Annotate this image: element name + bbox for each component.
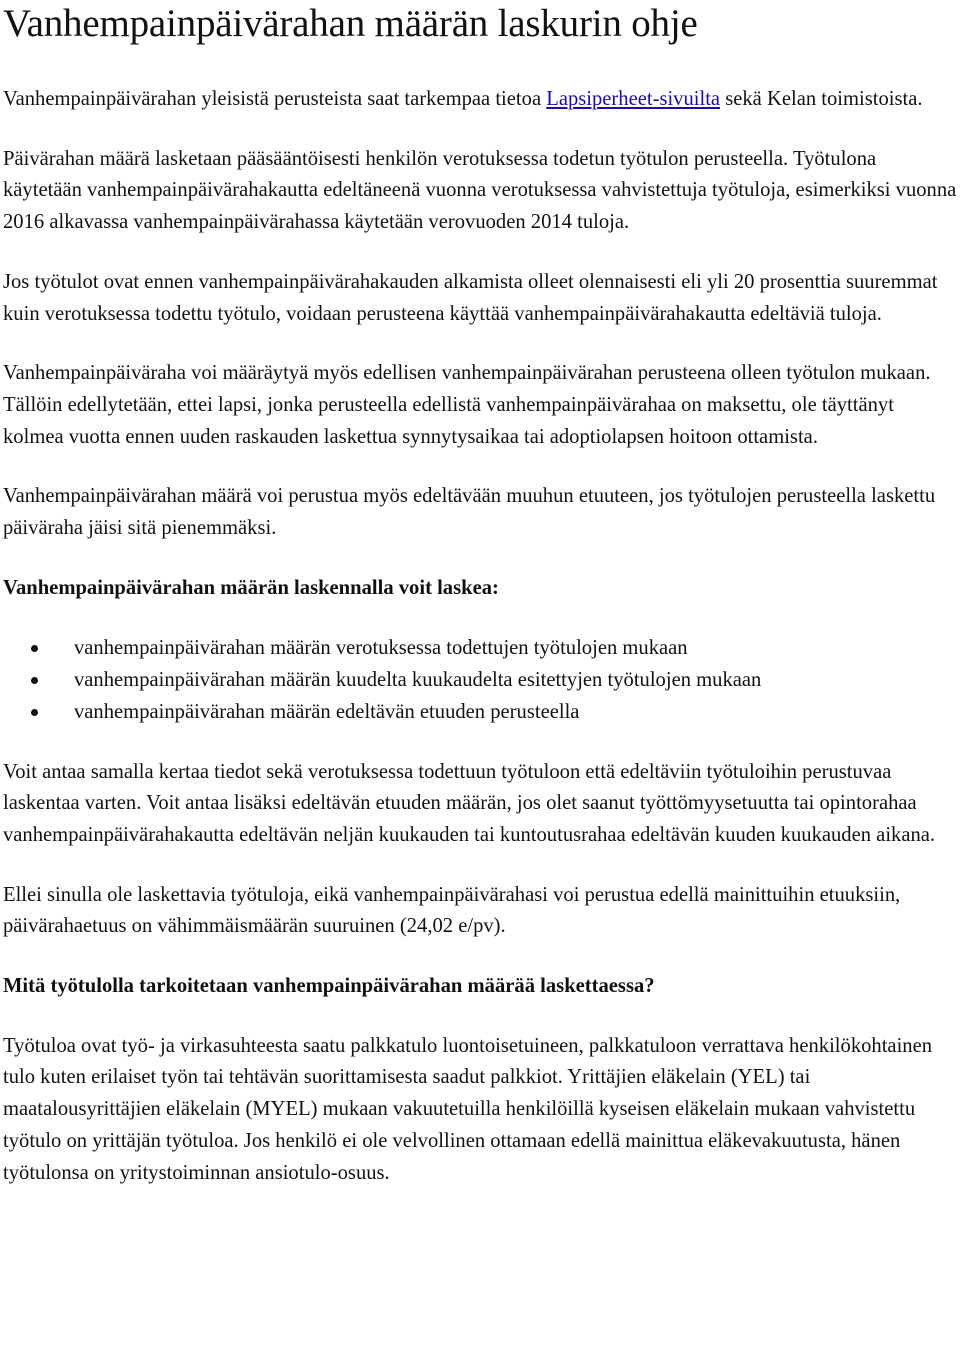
list-item-label: vanhempainpäivärahan määrän kuudelta kuukaudelta esitettyjen työtulojen mukaan	[74, 669, 762, 692]
document-page	[3, 0, 957, 1189]
calculator-heading: Vanhempainpäivärahan määrän laskennalla voit laskea:	[3, 576, 499, 599]
intro-text-after: sekä Kelan toimistoista.	[720, 88, 923, 110]
list-item-label: vanhempainpäivärahan määrän verotuksessa todettujen työtulojen mukaan	[74, 637, 688, 660]
list-item	[3, 633, 957, 665]
bullet-icon	[31, 645, 38, 652]
paragraph-income-basis: Päivärahan määrä lasketaan pääsääntöisesti henkilön verotuksessa todetun työtulon perusteella. Työtulona käytetään vanhempainpäivärahakautta edeltäneenä vuonna verotuksessa vahvistettuja työtuloja, esimerkiksi vuonna 2016 alkavassa vanhempainpäivärahassa käytetään verovuoden 2014 tuloja.	[3, 147, 957, 234]
intro-text-before: Vanhempainpäivärahan yleisistä perusteista saat tarkempaa tietoa	[3, 88, 547, 110]
faq-answer: Työtuloa ovat työ- ja virkasuhteesta saatu palkkatulo luontoisetuineen, palkkatuloon verrattava henkilökohtainen tulo kuten erilaiset työn tai tehtävän suorittamisesta saadut palkkiot. Yrittäjien eläkelain (YEL) tai maatalousyrittäjien eläkelain (MYEL) mukaan vakuutetuilla henkilöillä kyseisen eläkelain mukaan vahvistettu työtulo on yrittäjän työtuloa. Jos henkilö ei ole velvollinen ottamaan edellä mainittua eläkevakuutusta, hänen työtulonsa on yritystoiminnan ansiotulo-osuus.	[3, 1034, 933, 1184]
bullet-icon	[31, 677, 38, 684]
paragraph-previous-allowance: Vanhempainpäiväraha voi määräytyä myös edellisen vanhempainpäivärahan perusteena olleen työtulon mukaan. Tällöin edellytetään, ettei lapsi, jonka perusteella edellistä vanhempainpäivärahaa on maksettu, ole täyttänyt kolmea vuotta ennen uuden raskauden laskettua synnytysaikaa tai adoptiolapsen hoitoon ottamista.	[3, 362, 931, 448]
calculation-options-list	[3, 633, 957, 728]
page-title: Vanhempainpäivärahan määrän laskurin ohje	[3, 2, 698, 45]
list-item-label: vanhempainpäivärahan määrän edeltävän etuuden perusteella	[74, 700, 580, 723]
paragraph-previous-benefit: Vanhempainpäivärahan määrä voi perustua myös edeltävään muuhun etuuteen, jos työtulojen perusteella laskettu päiväraha jäisi sitä pienemmäksi.	[3, 485, 936, 540]
intro-paragraph	[3, 84, 957, 116]
bullet-icon	[31, 709, 38, 716]
paragraph-both-calculations: Voit antaa samalla kertaa tiedot sekä verotuksessa todettuun työtuloon että edeltäviin työtuloihin perustuvaa laskentaa varten. Voit antaa lisäksi edeltävän etuuden määrän, jos olet saanut työttömyysetuutta tai opintorahaa vanhempainpäivärahakautta edeltävän neljän kuukauden tai kuntoutusrahaa edeltävän kuuden kuukauden aikana.	[3, 760, 936, 846]
list-item	[3, 665, 957, 697]
paragraph-higher-income: Jos työtulot ovat ennen vanhempainpäivärahakauden alkamista olleet olennaisesti eli yli 20 prosenttia suuremmat kuin verotuksessa todettu työtulo, voidaan perusteena käyttää vanhempainpäivärahakautta edeltäviä tuloja.	[3, 270, 938, 325]
lapsiperheet-link[interactable]: Lapsiperheet-sivuilta	[546, 88, 721, 110]
paragraph-minimum-amount: Ellei sinulla ole laskettavia työtuloja, eikä vanhempainpäivärahasi voi perustua edellä mainittuihin etuuksiin, päivärahaetuus on vähimmäismäärän suuruinen (24,02 e/pv).	[3, 883, 901, 938]
list-item	[3, 697, 957, 729]
faq-heading: Mitä työtulolla tarkoitetaan vanhempainpäivärahan määrää laskettaessa?	[3, 975, 655, 998]
